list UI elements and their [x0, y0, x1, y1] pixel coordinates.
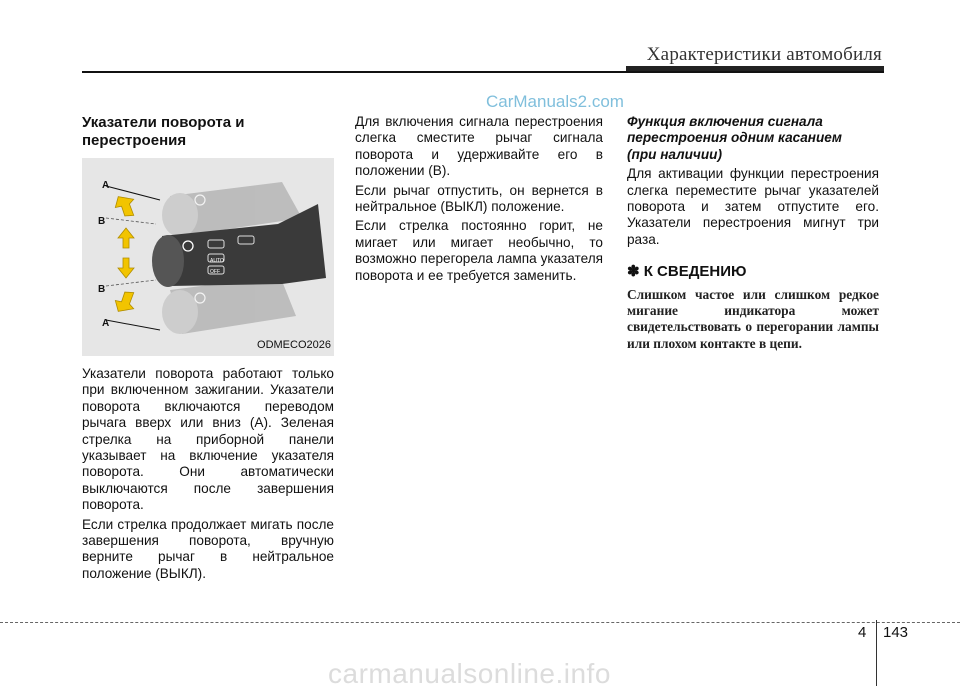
switch-label-auto: AUTO	[210, 258, 224, 264]
subheading-line3: (при наличии)	[627, 146, 722, 162]
column-1	[82, 114, 334, 585]
section-title	[82, 114, 334, 150]
header-rule-accent	[626, 66, 884, 71]
subheading-line2: перестроения одним касанием	[627, 130, 842, 146]
switch-label-off: OFF	[210, 269, 220, 275]
header-title: Характеристики автомобиля	[646, 44, 882, 65]
header-rule	[82, 71, 884, 73]
note-title: ✽ К СВЕДЕНИЮ	[627, 263, 747, 281]
figure-label-a-top: A	[102, 180, 110, 191]
figure-label-a-bottom: A	[102, 318, 110, 329]
section-title-line2: перестроения	[82, 132, 187, 149]
figure-label-b-bottom: B	[98, 284, 106, 295]
section-number: 4	[858, 624, 867, 641]
arrow-down-short	[118, 258, 134, 278]
subheading-line1: Функция включения сигнала	[627, 114, 823, 129]
turn-signal-figure	[82, 158, 334, 356]
column-2	[355, 114, 603, 287]
note-body: Слишком частое или слишком редкое мигание индикатора может свидетельствовать о перегорании лампы или плохом контакте в цепи.	[627, 286, 879, 351]
footer-divider	[0, 622, 960, 623]
paragraph: Если рычаг отпустить, он вернется в нейтральное (ВЫКЛ) положение.	[355, 182, 603, 215]
watermark-bottom[interactable]: carmanualsonline.info	[328, 658, 611, 689]
column-3	[627, 114, 879, 352]
arrow-down-full	[111, 287, 140, 318]
page-number: 143	[883, 624, 909, 641]
turn-signal-lever-illustration	[82, 158, 334, 356]
paragraph: Для активации функции перестроения слегка переместите рычаг указателей поворота и затем отпустите его. Указатели перестроения мигнут три раза.	[627, 166, 879, 247]
paragraph: Если стрелка постоянно горит, не мигает или мигает необычно, то возможно перегорела лампа указателя поворота и ее требуется заменить.	[355, 218, 603, 283]
arrow-up-full	[111, 191, 140, 222]
subheading	[627, 114, 879, 163]
figure-label-b-top: B	[98, 216, 106, 227]
page-number-divider	[876, 620, 877, 686]
section-title-line1: Указатели поворота и	[82, 114, 245, 131]
watermark-top[interactable]: CarManuals2.com	[486, 92, 624, 111]
figure-code: ODMECO2026	[257, 338, 331, 351]
paragraph: Если стрелка продолжает мигать после завершения поворота, вручную верните рычаг в нейтральное положение (ВЫКЛ).	[82, 516, 334, 581]
paragraph: Для включения сигнала перестроения слегка сместите рычаг сигнала поворота и удерживайте его в положении (B).	[355, 114, 603, 179]
paragraph: Указатели поворота работают только при включенном зажигании. Указатели поворота включаются переводом рычага вверх или вниз (A). Зеленая стрелка на приборной панели указывает на включение указателя поворота. Они автоматически выключаются после завершения поворота.	[82, 366, 334, 513]
arrow-up-short	[118, 228, 134, 248]
